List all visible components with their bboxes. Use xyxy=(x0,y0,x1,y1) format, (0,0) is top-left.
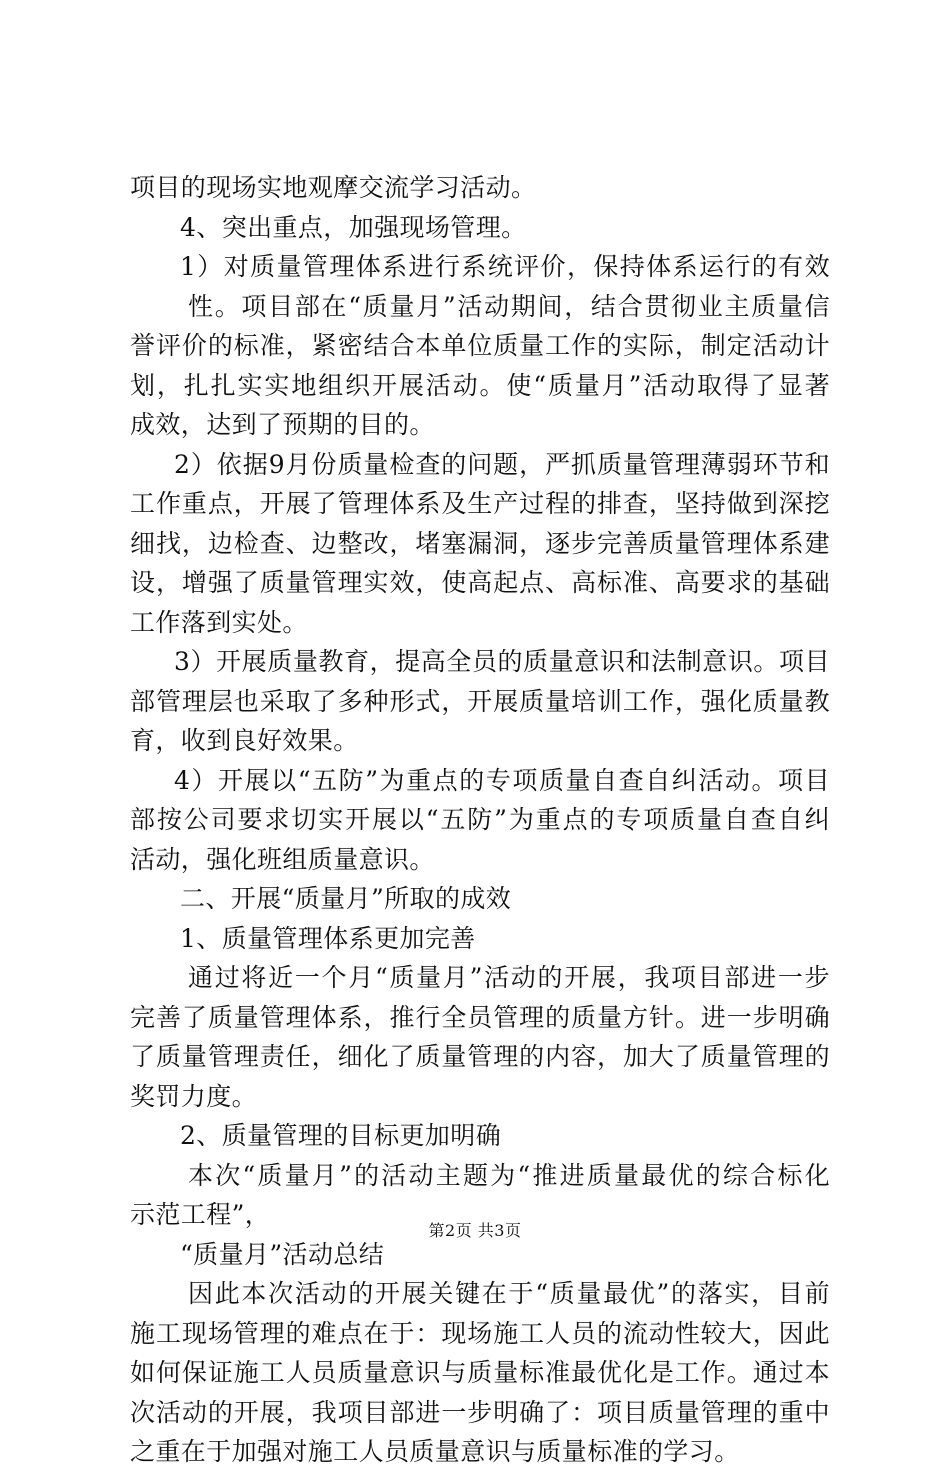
text-line: 通过将近一个月“质量月”活动的开展，我项目部进一步 xyxy=(188,963,830,992)
text-line: 了质量管理责任，细化了质量管理的内容，加大了质量管理的 xyxy=(130,1042,830,1071)
subsection-heading: 2、质量管理的目标更加明确 xyxy=(180,1121,502,1150)
text-line: 2）依据9月份质量检查的问题，严抓质量管理薄弱环节和 xyxy=(174,449,830,479)
text-line: 性。项目部在“质量月”活动期间，结合贯彻业主质量信 xyxy=(188,291,830,321)
section-heading: 4、突出重点，加强现场管理。 xyxy=(180,212,527,242)
text-line: 次活动的开展，我项目部进一步明确了：项目质量管理的重中 xyxy=(130,1397,830,1427)
text-line: 4）开展以“五防”为重点的专项质量自查自纠活动。项目 xyxy=(174,765,830,795)
subsection-heading: “质量月”活动总结 xyxy=(180,1239,385,1269)
section-heading: 二、开展“质量月”所取的成效 xyxy=(180,884,512,913)
text-line: 部管理层也采取了多种形式，开展质量培训工作，强化质量教 xyxy=(130,686,830,716)
text-line: 之重在于加强对施工人员质量意识与质量标准的学习。 xyxy=(130,1437,740,1466)
text-line: 工作重点，开展了管理体系及生产过程的排查，坚持做到深挖 xyxy=(130,489,830,518)
text-line: 设，增强了质量管理实效，使高起点、高标准、高要求的基础 xyxy=(130,568,830,597)
page-number-footer: 第2页 共3页 xyxy=(428,1221,522,1240)
text-line: 活动，强化班组质量意识。 xyxy=(130,844,435,874)
text-line: 项目的现场实地观摩交流学习活动。 xyxy=(130,173,537,202)
text-line: 完善了质量管理体系，推行全员管理的质量方针。进一步明确 xyxy=(130,1002,830,1032)
text-line: 成效，达到了预期的目的。 xyxy=(130,410,435,439)
text-line: 示范工程”， xyxy=(130,1200,271,1229)
text-line: 奖罚力度。 xyxy=(130,1081,258,1111)
text-line: 3）开展质量教育，提高全员的质量意识和法制意识。项目 xyxy=(174,647,830,676)
text-line: 细找，边检查、边整改，堵塞漏洞，逐步完善质量管理体系建 xyxy=(130,528,830,558)
text-line: 誉评价的标准，紧密结合本单位质量工作的实际，制定活动计 xyxy=(130,331,830,360)
text-line: 如何保证施工人员质量意识与质量标准最优化是工作。通过本 xyxy=(130,1358,830,1387)
text-line: 划，扎扎实实地组织开展活动。使“质量月”活动取得了显著 xyxy=(130,370,830,400)
text-line: 育，收到良好效果。 xyxy=(130,726,359,755)
text-line: 工作落到实处。 xyxy=(130,607,308,637)
text-line: 因此本次活动的开展关键在于“质量最优”的落实，目前 xyxy=(188,1279,830,1308)
text-line: 1）对质量管理体系进行系统评价，保持体系运行的有效 xyxy=(180,252,830,281)
subsection-heading: 1、质量管理体系更加完善 xyxy=(180,923,476,953)
body-text xyxy=(130,168,830,1472)
text-line: 本次“质量月”的活动主题为“推进质量最优的综合标化 xyxy=(188,1160,830,1190)
text-line: 施工现场管理的难点在于：现场施工人员的流动性较大，因此 xyxy=(130,1318,830,1348)
text-line: 部按公司要求切实开展以“五防”为重点的专项质量自查自纠 xyxy=(130,805,830,834)
